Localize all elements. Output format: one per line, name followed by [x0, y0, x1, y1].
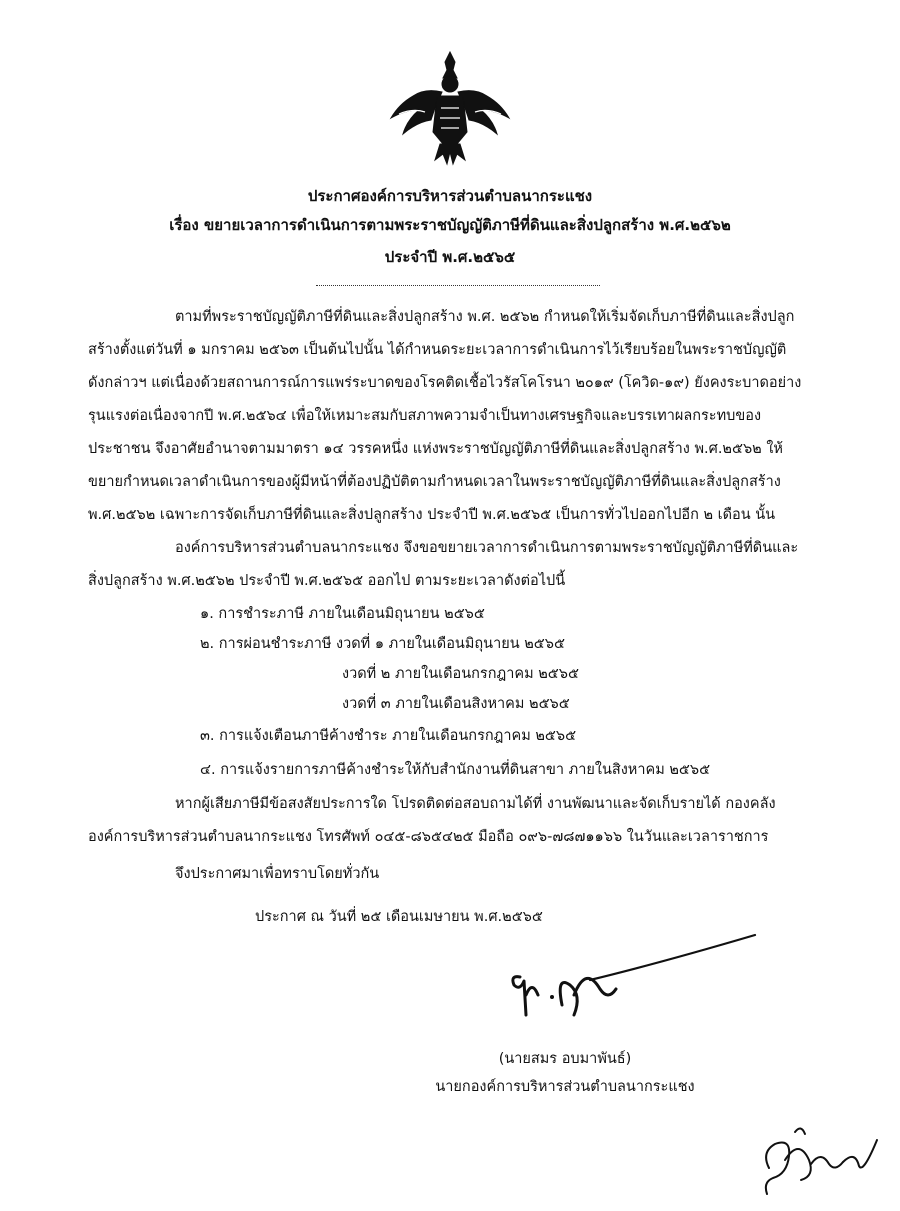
signatory-position: นายกองค์การบริหารส่วนตำบลนากระแชง [435, 1079, 695, 1095]
closing-text: จึงประกาศมาเพื่อทราบโดยทั่วกัน [175, 866, 380, 882]
schedule-item: ๒. การผ่อนชำระภาษี งวดที่ ๑ ภายในเดือนมิถุนายน ๒๕๖๕ [200, 636, 565, 652]
paragraph-line: ประชาชน จึงอาศัยอำนาจตามมาตรา ๑๔ วรรคหนึ่ง แห่งพระราชบัญญัติภาษีที่ดินและสิ่งปลูกสร้าง พ.ศ.๒๕๖๒ ให้ [88, 441, 783, 457]
paragraph-line: ขยายกำหนดเวลาดำเนินการของผู้มีหน้าที่ต้องปฏิบัติตามกำหนดเวลาในพระราชบัญญัติภาษีที่ดินและสิ่งปลูกสร้าง [88, 474, 781, 490]
contact-line: องค์การบริหารส่วนตำบลนากระแชง โทรศัพท์ ๐๔๕-๘๖๕๔๒๕ มือถือ ๐๙๖-๗๘๗๑๑๖๖ ในวันและเวลาราชการ [88, 829, 769, 845]
paragraph-line: ดังกล่าวฯ แต่เนื่องด้วยสถานการณ์การแพร่ระบาดของโรคติดเชื้อไวรัสโคโรนา ๒๐๑๙ (โควิด-๑๙) ยังคงระบาดอย่าง [88, 375, 802, 391]
schedule-item: ๔. การแจ้งรายการภาษีค้างชำระให้กับสำนักงานที่ดินสาขา ภายในสิงหาคม ๒๕๖๕ [200, 762, 711, 778]
announcement-year: ประจำปี พ.ศ.๒๕๖๕ [384, 248, 516, 266]
paragraph-line: รุนแรงต่อเนื่องจากปี พ.ศ.๒๕๖๔ เพื่อให้เหมาะสมกับสภาพความจำเป็นทางเศรษฐกิจและบรรเทาผลกระทบของ [88, 408, 762, 424]
paragraph-line: สิ่งปลูกสร้าง พ.ศ.๒๕๖๒ ประจำปี พ.ศ.๒๕๖๕ ออกไป ตามระยะเวลาดังต่อไปนี้ [88, 573, 566, 589]
announcement-title: ประกาศองค์การบริหารส่วนตำบลนากระแชง [307, 187, 593, 205]
contact-line: หากผู้เสียภาษีมีข้อสงสัยประการใด โปรดติดต่อสอบถามได้ที่ งานพัฒนาและจัดเก็บรายได้ กองคลัง [175, 796, 776, 812]
header-separator [316, 285, 600, 286]
garuda-emblem [385, 48, 515, 168]
schedule-item: ๑. การชำระภาษี ภายในเดือนมิถุนายน ๒๕๖๕ [200, 606, 485, 622]
initials-signature [755, 1120, 885, 1205]
schedule-item: งวดที่ ๓ ภายในเดือนสิงหาคม ๒๕๖๕ [342, 696, 570, 712]
paragraph-line: ตามที่พระราชบัญญัติภาษีที่ดินและสิ่งปลูกสร้าง พ.ศ. ๒๕๖๒ กำหนดให้เริ่มจัดเก็บภาษีที่ดินและสิ่งปลูก [175, 309, 795, 325]
signatory-name: (นายสมร อบมาพันธ์) [498, 1051, 632, 1067]
schedule-item: ๓. การแจ้งเตือนภาษีค้างชำระ ภายในเดือนกรกฎาคม ๒๕๖๕ [200, 728, 577, 744]
announcement-subject: เรื่อง ขยายเวลาการดำเนินการตามพระราชบัญญัติภาษีที่ดินและสิ่งปลูกสร้าง พ.ศ.๒๕๖๒ [169, 216, 731, 234]
paragraph-line: สร้างตั้งแต่วันที่ ๑ มกราคม ๒๕๖๓ เป็นต้นไปนั้น ได้กำหนดระยะเวลาการดำเนินการไว้เรียบร้อยในพระราชบัญญัติ [88, 342, 787, 358]
paragraph-line: พ.ศ.๒๕๖๒ เฉพาะการจัดเก็บภาษีที่ดินและสิ่งปลูกสร้าง ประจำปี พ.ศ.๒๕๖๕ เป็นการทั่วไปออกไปอีก ๒ เดือน นั้น [88, 507, 776, 523]
handwritten-signature [490, 925, 770, 1035]
paragraph-line: องค์การบริหารส่วนตำบลนากระแชง จึงขอขยายเวลาการดำเนินการตามพระราชบัญญัติภาษีที่ดินและ [175, 540, 799, 556]
announcement-date: ประกาศ ณ วันที่ ๒๕ เดือนเมษายน พ.ศ.๒๕๖๕ [255, 909, 543, 925]
schedule-item: งวดที่ ๒ ภายในเดือนกรกฎาคม ๒๕๖๕ [342, 666, 579, 682]
